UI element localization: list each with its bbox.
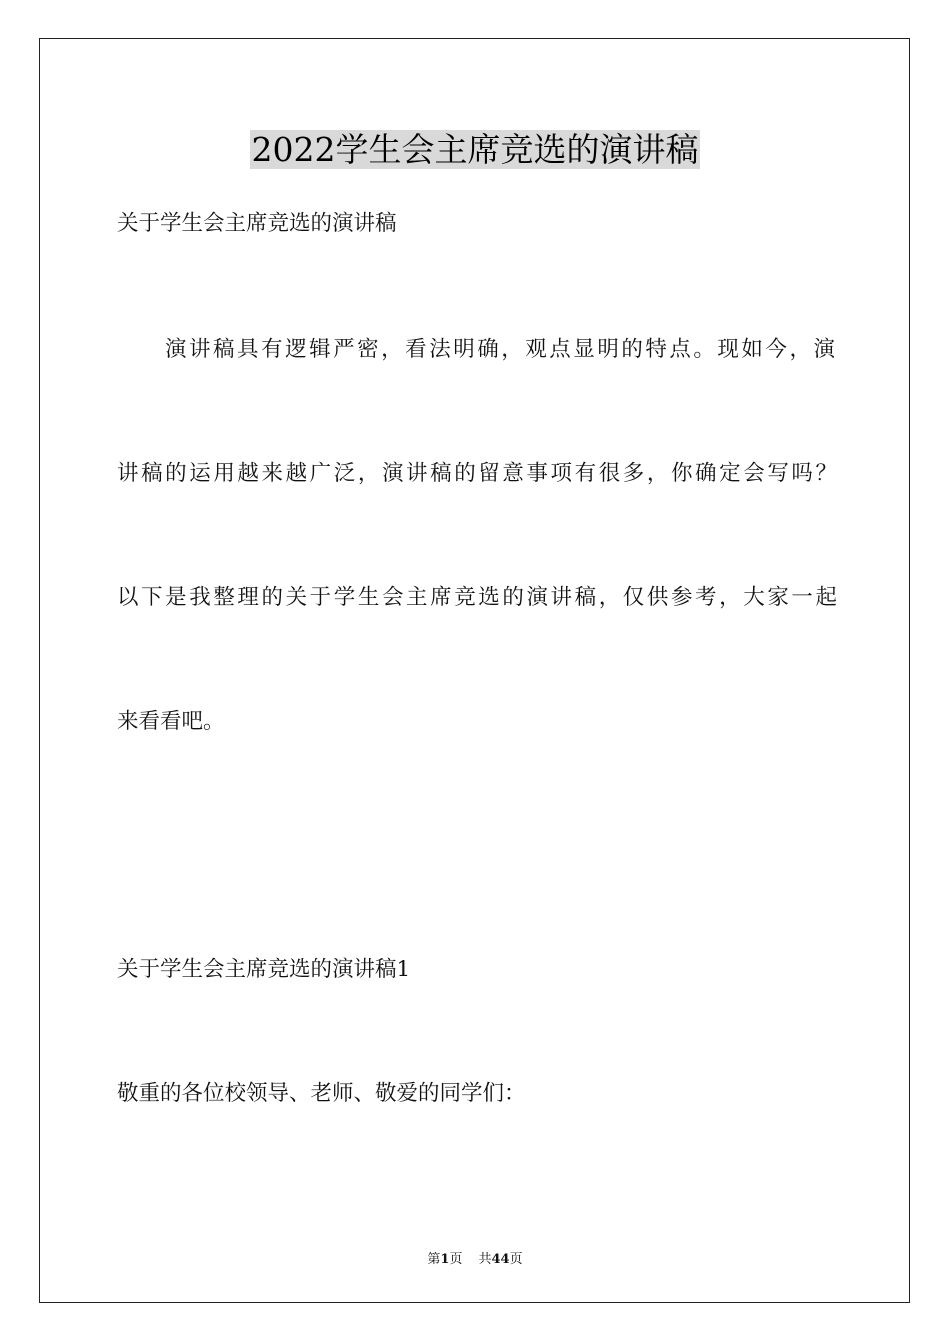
document-subtitle: 关于学生会主席竞选的演讲稿 <box>117 211 397 236</box>
footer-total-suffix: 页 <box>509 1252 523 1267</box>
intro-line-4: 来看看吧。 <box>117 709 225 734</box>
intro-line-1: 演讲稿具有逻辑严密，看法明确，观点显明的特点。现如今，演 <box>165 337 835 362</box>
page-footer <box>0 1248 950 1267</box>
footer-page-number: 1 <box>440 1252 450 1267</box>
footer-total-pages: 44 <box>491 1252 510 1267</box>
document-title <box>0 128 950 172</box>
footer-page-prefix: 第 <box>427 1252 441 1267</box>
footer-page-suffix: 页 <box>449 1252 463 1267</box>
intro-line-2: 讲稿的运用越来越广泛，演讲稿的留意事项有很多，你确定会写吗？ <box>117 461 837 486</box>
intro-line-3: 以下是我整理的关于学生会主席竞选的演讲稿，仅供参考，大家一起 <box>117 585 837 610</box>
section-heading: 关于学生会主席竞选的演讲稿1 <box>117 957 411 982</box>
footer-total-prefix: 共 <box>478 1252 492 1267</box>
salutation: 敬重的各位校领导、老师、敬爱的同学们： <box>117 1081 526 1106</box>
document-title-text: 2022学生会主席竞选的演讲稿 <box>251 130 699 169</box>
